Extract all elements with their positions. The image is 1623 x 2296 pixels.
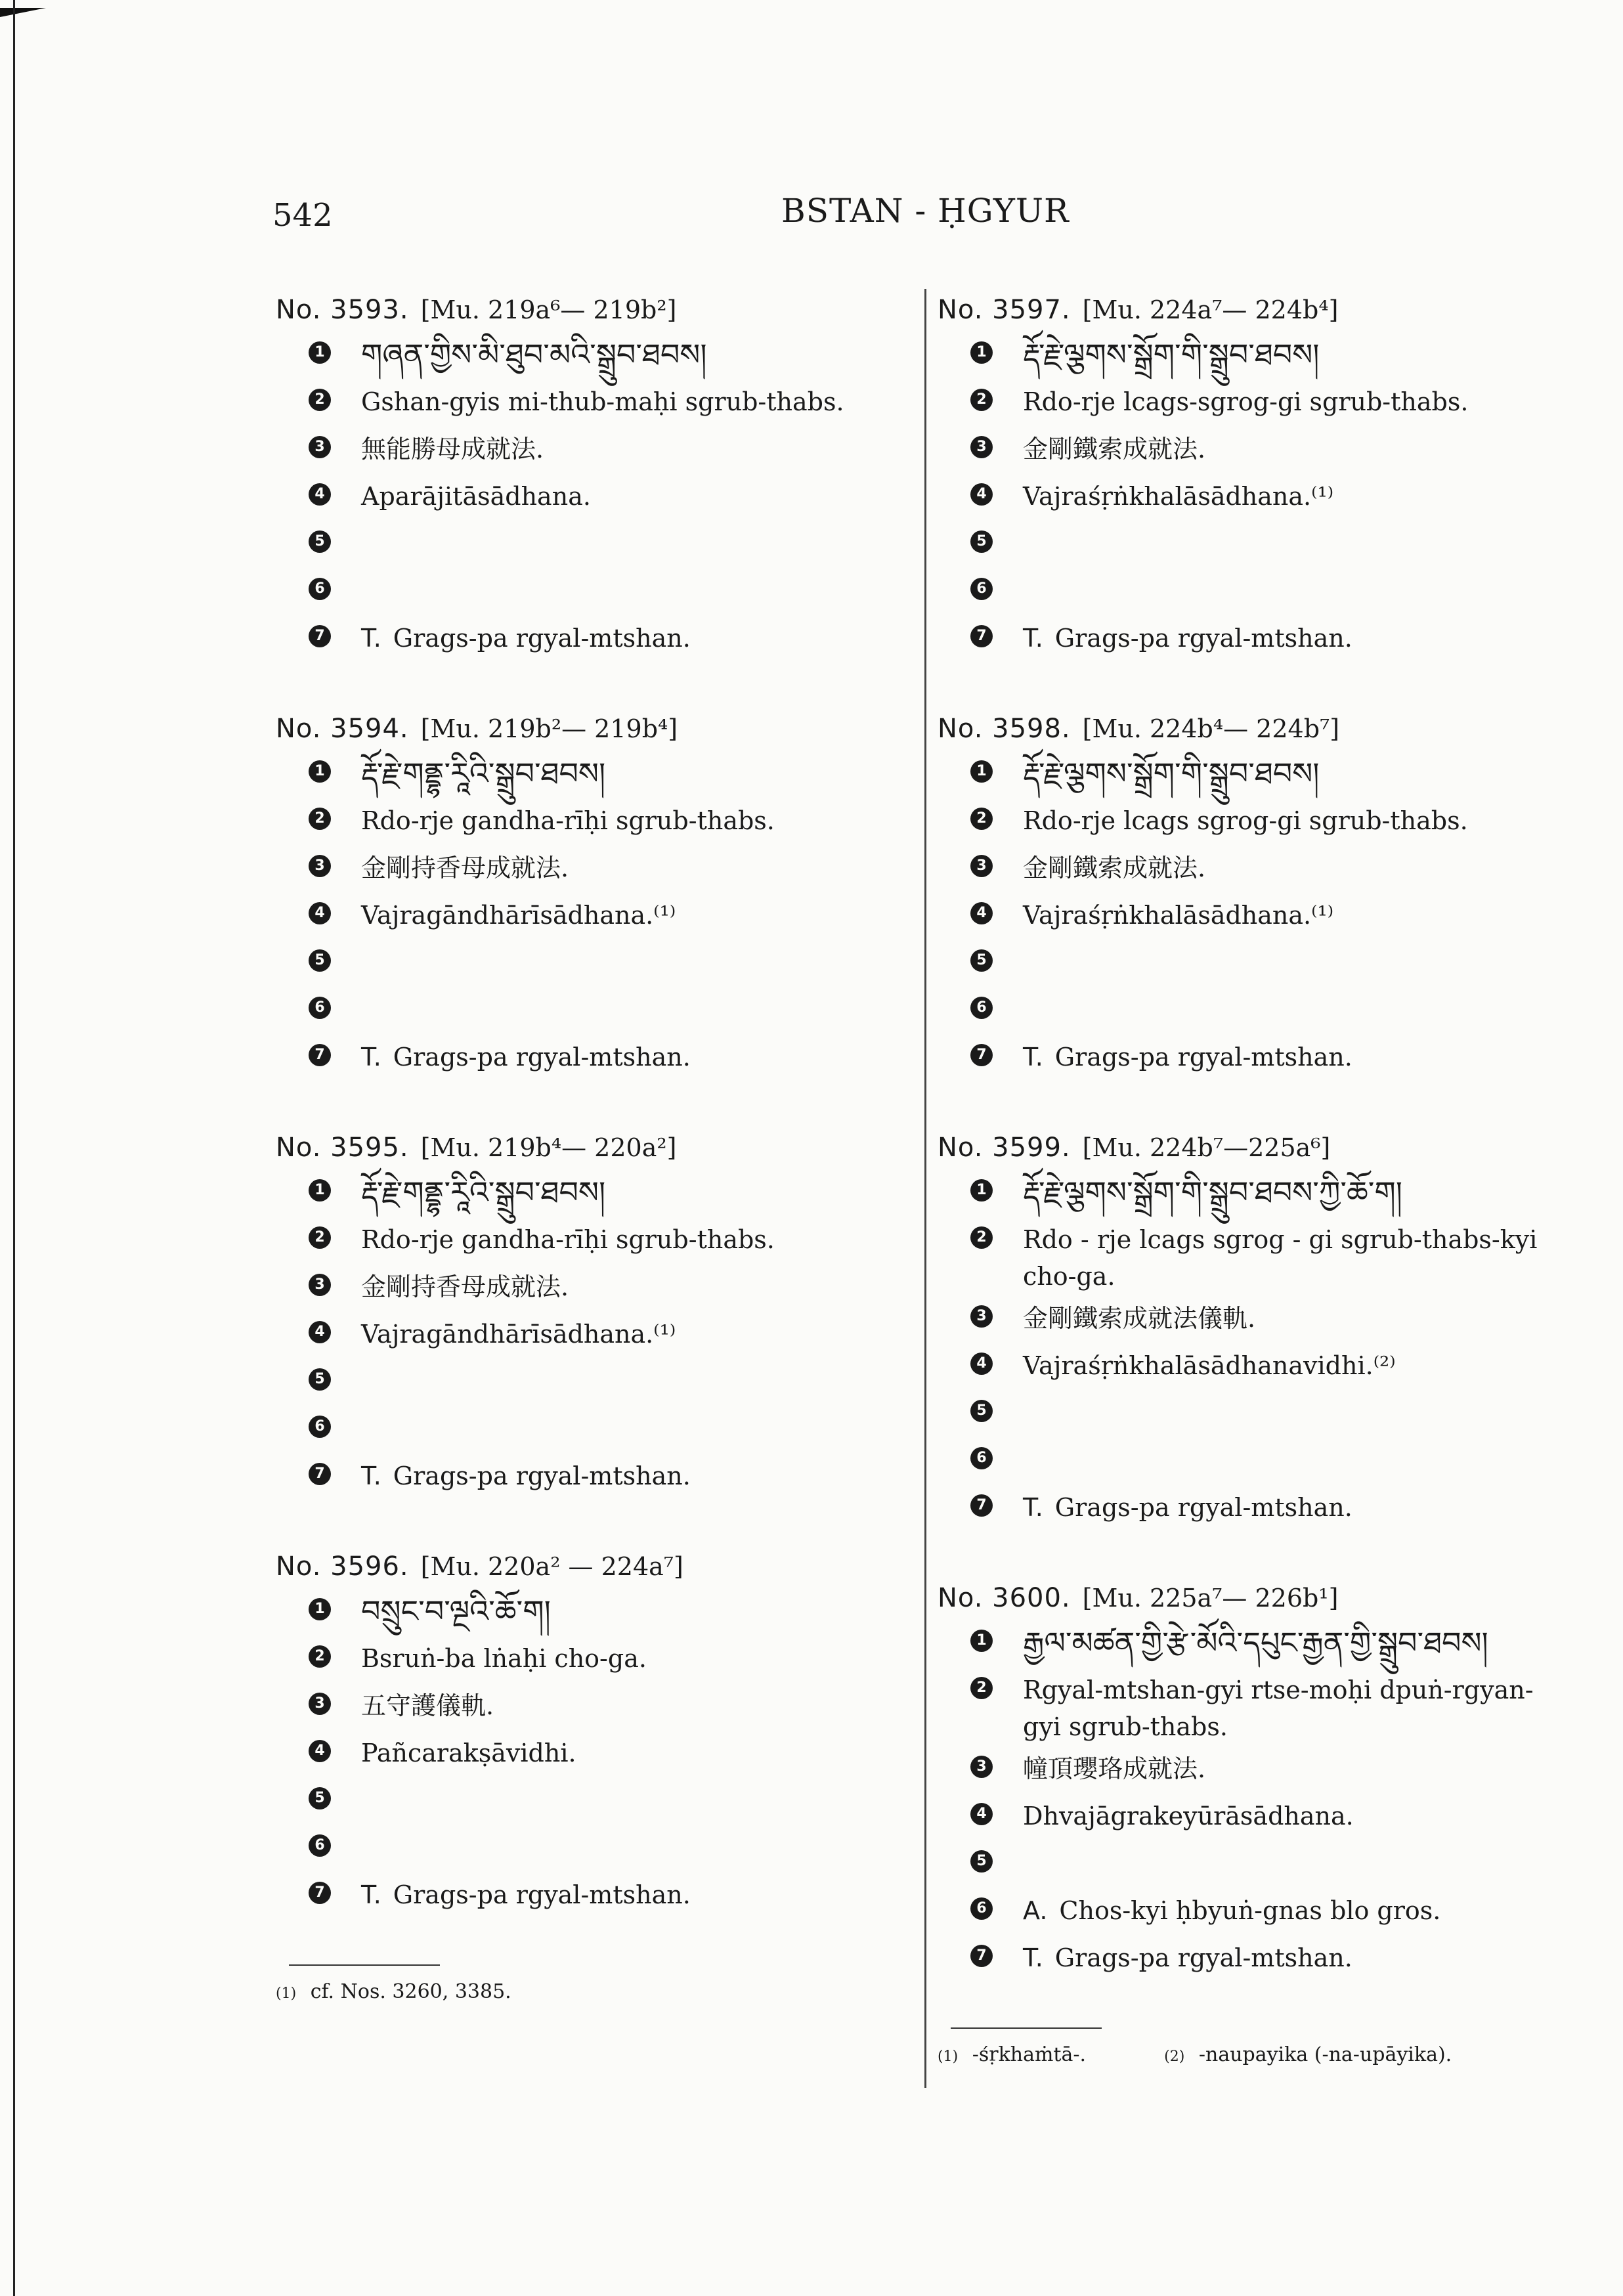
field-number-badge: 2 bbox=[309, 808, 331, 830]
entry-field-row bbox=[276, 1588, 906, 1635]
entry-field-row bbox=[276, 1452, 906, 1500]
entry-field-row bbox=[276, 425, 906, 473]
field-value: Chos-kyi ḥbyuṅ-gnas blo gros. bbox=[1059, 1896, 1441, 1925]
field-number-badge: 5 bbox=[309, 949, 331, 972]
entry-header bbox=[938, 708, 1568, 750]
field-value: Rdo-rje gandha-rīḥi sgrub-thabs. bbox=[361, 806, 775, 835]
field-value: Pañcarakṣāvidhi. bbox=[361, 1739, 576, 1767]
field-value: 金剛持香母成就法. bbox=[361, 1272, 569, 1301]
field-label: T. bbox=[361, 1462, 381, 1490]
entry-field-row bbox=[938, 1342, 1568, 1389]
entry-field-row bbox=[276, 378, 906, 425]
entry-field-row bbox=[938, 1934, 1568, 1982]
field-number-badge: 5 bbox=[970, 1400, 993, 1422]
entry-field-row bbox=[938, 1437, 1568, 1484]
field-number-badge: 6 bbox=[309, 997, 331, 1019]
entry-header bbox=[938, 1127, 1568, 1169]
field-value: Dhvajāgrakeyūrāsādhana. bbox=[1023, 1802, 1354, 1830]
entry-field-row bbox=[276, 1033, 906, 1081]
column-divider bbox=[924, 289, 926, 2088]
entry-field-row bbox=[938, 1216, 1568, 1295]
field-number-badge: 4 bbox=[970, 1353, 993, 1375]
entry-field-row bbox=[276, 750, 906, 797]
entry-field-row bbox=[276, 615, 906, 662]
entry-field-row bbox=[938, 520, 1568, 567]
entry-field-row bbox=[938, 1887, 1568, 1934]
entry-field-row bbox=[276, 939, 906, 986]
entry-field-row bbox=[938, 939, 1568, 986]
entry-field-row bbox=[938, 1792, 1568, 1840]
field-text bbox=[361, 1310, 676, 1353]
entry-field-row bbox=[276, 797, 906, 844]
field-value: Bsruṅ-ba lṅaḥi cho-ga. bbox=[361, 1644, 647, 1673]
field-number-badge: 5 bbox=[309, 1368, 331, 1391]
entry-header bbox=[276, 1546, 906, 1588]
field-number-badge: 7 bbox=[970, 1494, 993, 1517]
field-value: 金剛鐵索成就法. bbox=[1023, 854, 1206, 882]
field-label: T. bbox=[1023, 1943, 1043, 1972]
field-number-badge: 3 bbox=[309, 436, 331, 458]
entry-number: No. 3599. bbox=[938, 1133, 1071, 1163]
field-value: Rdo - rje lcags sgrog - gi sgrub-thabs-kyi cho-ga. bbox=[1023, 1225, 1538, 1291]
entry-field-row bbox=[276, 1871, 906, 1918]
field-number-badge: 3 bbox=[309, 1274, 331, 1296]
field-value: བསྲུང་བ་ལྔའི་ཆོ་ག། bbox=[361, 1593, 551, 1629]
field-text bbox=[361, 1871, 691, 1913]
catalog-entry bbox=[938, 708, 1568, 1081]
footnote-text: cf. Nos. 3260, 3385. bbox=[310, 1980, 511, 2003]
right-column bbox=[938, 289, 1568, 2066]
field-value: རྡོ་རྗེ་གནྡྷ་རཱིའི་སྒྲུབ་ཐབས། bbox=[361, 1175, 606, 1210]
field-number-badge: 5 bbox=[970, 1850, 993, 1873]
entry-header bbox=[276, 708, 906, 750]
field-text bbox=[1023, 1745, 1205, 1787]
field-label: T. bbox=[361, 1880, 381, 1909]
field-value: Vajragāndhārīsādhana.⁽¹⁾ bbox=[361, 901, 676, 930]
entry-field-row bbox=[276, 844, 906, 892]
field-value: 金剛鐵索成就法儀軌. bbox=[1023, 1304, 1256, 1333]
field-text bbox=[1023, 1934, 1352, 1976]
field-text bbox=[1023, 1792, 1354, 1834]
catalog-entry bbox=[276, 1546, 906, 1918]
entry-header bbox=[276, 289, 906, 331]
field-number-badge: 1 bbox=[309, 1598, 331, 1620]
catalog-entry bbox=[276, 1127, 906, 1500]
field-text bbox=[361, 797, 775, 839]
field-value: རྒྱལ་མཚན་གྱི་རྩེ་མོའི་དཔུང་རྒྱན་གྱི་སྒྲུབ་ཐབས། bbox=[1023, 1625, 1488, 1660]
catalog-entry bbox=[276, 708, 906, 1081]
field-value: གཞན་གྱིས་མི་ཐུབ་མའི་སྒྲུབ་ཐབས། bbox=[361, 337, 707, 372]
field-label: T. bbox=[1023, 1493, 1043, 1522]
footnote-mark: (1) bbox=[938, 2048, 959, 2065]
field-number-badge: 6 bbox=[970, 1447, 993, 1469]
entry-field-row bbox=[276, 986, 906, 1033]
field-number-badge: 5 bbox=[309, 531, 331, 553]
field-number-badge: 7 bbox=[970, 1044, 993, 1066]
entry-field-row bbox=[276, 1777, 906, 1824]
field-text bbox=[361, 1263, 569, 1305]
field-text bbox=[1023, 1619, 1488, 1661]
field-text bbox=[361, 473, 591, 515]
left-column bbox=[276, 289, 906, 2003]
field-number-badge: 4 bbox=[970, 1803, 993, 1825]
catalog-entry bbox=[276, 289, 906, 662]
entry-field-row bbox=[276, 1824, 906, 1871]
page-edge-line bbox=[13, 0, 15, 2296]
field-number-badge: 2 bbox=[970, 1677, 993, 1699]
entry-reference: [Mu. 219b²— 219b⁴] bbox=[420, 714, 678, 743]
field-number-badge: 3 bbox=[970, 855, 993, 877]
field-value: Grags-pa rgyal-mtshan. bbox=[393, 1462, 691, 1490]
field-text bbox=[361, 1452, 691, 1494]
field-number-badge: 5 bbox=[970, 949, 993, 972]
entry-field-row bbox=[276, 1310, 906, 1358]
entry-field-row bbox=[938, 892, 1568, 939]
field-text bbox=[361, 1682, 494, 1724]
entry-field-row bbox=[938, 1666, 1568, 1745]
right-footnotes bbox=[938, 2027, 1568, 2066]
field-value: Rdo-rje lcags-sgrog-gi sgrub-thabs. bbox=[1023, 387, 1469, 416]
entry-field-row bbox=[276, 892, 906, 939]
field-number-badge: 2 bbox=[970, 1226, 993, 1249]
field-value: Vajraśṛṅkhalāsādhanavidhi.⁽²⁾ bbox=[1023, 1351, 1396, 1380]
field-value: Rdo-rje gandha-rīḥi sgrub-thabs. bbox=[361, 1225, 775, 1254]
field-value: 五守護儀軌. bbox=[361, 1691, 494, 1720]
field-text bbox=[1023, 1033, 1352, 1075]
field-value: རྡོ་རྗེ་ལྕགས་སྒྲོག་གི་སྒྲུབ་ཐབས་ཀྱི་ཆོ་ག། bbox=[1023, 1175, 1402, 1210]
left-footnote bbox=[276, 1964, 906, 2003]
field-value: Grags-pa rgyal-mtshan. bbox=[1054, 1943, 1352, 1972]
field-number-badge: 3 bbox=[970, 1305, 993, 1328]
field-number-badge: 5 bbox=[309, 1787, 331, 1809]
field-text bbox=[361, 331, 707, 373]
field-text bbox=[1023, 1484, 1352, 1526]
page-number: 542 bbox=[272, 197, 333, 234]
field-text bbox=[1023, 1169, 1402, 1211]
entry-field-row bbox=[938, 615, 1568, 662]
field-text bbox=[361, 1169, 605, 1211]
field-text bbox=[1023, 425, 1205, 467]
field-number-badge: 1 bbox=[309, 760, 331, 783]
entry-field-row bbox=[276, 1358, 906, 1405]
entry-header bbox=[938, 289, 1568, 331]
entry-reference: [Mu. 219a⁶— 219b²] bbox=[420, 295, 677, 324]
field-number-badge: 6 bbox=[970, 997, 993, 1019]
entry-field-row bbox=[938, 750, 1568, 797]
field-number-badge: 7 bbox=[309, 1463, 331, 1485]
field-text bbox=[361, 1729, 576, 1771]
entry-field-row bbox=[938, 567, 1568, 615]
field-number-badge: 7 bbox=[309, 1882, 331, 1904]
entry-field-row bbox=[276, 1405, 906, 1452]
field-number-badge: 1 bbox=[970, 1630, 993, 1652]
field-label: T. bbox=[361, 624, 381, 653]
field-number-badge: 3 bbox=[970, 436, 993, 458]
field-value: རྡོ་རྗེ་ལྕགས་སྒྲོག་གི་སྒྲུབ་ཐབས། bbox=[1023, 756, 1320, 791]
entry-field-row bbox=[938, 844, 1568, 892]
field-value: Vajragāndhārīsādhana.⁽¹⁾ bbox=[361, 1320, 676, 1349]
field-text bbox=[361, 1216, 775, 1258]
entry-field-row bbox=[938, 1295, 1568, 1342]
field-number-badge: 4 bbox=[970, 902, 993, 924]
field-label: T. bbox=[1023, 1043, 1043, 1072]
entry-field-row bbox=[938, 378, 1568, 425]
entry-field-row bbox=[938, 1619, 1568, 1666]
entry-reference: [Mu. 219b⁴— 220a²] bbox=[420, 1133, 677, 1162]
field-number-badge: 1 bbox=[970, 760, 993, 783]
entry-field-row bbox=[938, 1745, 1568, 1792]
field-value: རྡོ་རྗེ་གནྡྷ་རཱིའི་སྒྲུབ་ཐབས། bbox=[361, 756, 606, 791]
field-text bbox=[1023, 1666, 1561, 1745]
field-value: Grags-pa rgyal-mtshan. bbox=[1054, 1493, 1352, 1522]
field-text bbox=[1023, 1295, 1255, 1337]
footnote-text: -naupayika (-na-upāyika). bbox=[1198, 2043, 1452, 2066]
field-text bbox=[1023, 797, 1468, 839]
field-value: 金剛持香母成就法. bbox=[361, 854, 569, 882]
field-number-badge: 7 bbox=[309, 625, 331, 647]
field-number-badge: 2 bbox=[309, 1226, 331, 1249]
footnote-rule bbox=[951, 2027, 1102, 2029]
field-value: Vajraśṛṅkhalāsādhana.⁽¹⁾ bbox=[1023, 482, 1334, 511]
field-label: T. bbox=[361, 1043, 381, 1072]
entry-field-row bbox=[938, 331, 1568, 378]
field-number-badge: 4 bbox=[309, 1740, 331, 1762]
field-text bbox=[1023, 892, 1333, 934]
field-text bbox=[361, 378, 844, 420]
running-title: BSTAN - ḤGYUR bbox=[781, 192, 1070, 230]
entry-header bbox=[276, 1127, 906, 1169]
field-text bbox=[361, 1635, 647, 1677]
field-number-badge: 3 bbox=[309, 1693, 331, 1715]
entry-field-row bbox=[938, 425, 1568, 473]
field-number-badge: 6 bbox=[309, 1834, 331, 1857]
field-text bbox=[361, 1588, 551, 1630]
field-text bbox=[361, 844, 569, 886]
entry-field-row bbox=[276, 1682, 906, 1729]
field-number-badge: 1 bbox=[970, 1179, 993, 1202]
field-number-badge: 6 bbox=[970, 578, 993, 600]
entry-reference: [Mu. 224b⁷—225a⁶] bbox=[1082, 1133, 1331, 1162]
corner-mark bbox=[0, 8, 46, 17]
field-text bbox=[1023, 473, 1333, 515]
catalog-entry bbox=[938, 1127, 1568, 1531]
field-number-badge: 6 bbox=[309, 578, 331, 600]
footnote-mark: (2) bbox=[1164, 2048, 1185, 2065]
entry-field-row bbox=[938, 797, 1568, 844]
entry-field-row bbox=[276, 567, 906, 615]
entry-number: No. 3598. bbox=[938, 714, 1071, 744]
field-text bbox=[1023, 844, 1205, 886]
field-number-badge: 4 bbox=[970, 483, 993, 506]
field-number-badge: 7 bbox=[970, 1945, 993, 1967]
field-number-badge: 7 bbox=[309, 1044, 331, 1066]
entry-field-row bbox=[938, 473, 1568, 520]
entry-field-row bbox=[276, 520, 906, 567]
catalog-entry bbox=[938, 289, 1568, 662]
field-text bbox=[1023, 1887, 1440, 1929]
field-value: རྡོ་རྗེ་ལྕགས་སྒྲོག་གི་སྒྲུབ་ཐབས། bbox=[1023, 337, 1320, 372]
field-value: 幢頂瓔珞成就法. bbox=[1023, 1754, 1206, 1783]
field-text bbox=[1023, 750, 1320, 792]
entry-field-row bbox=[276, 1169, 906, 1216]
field-value: Grags-pa rgyal-mtshan. bbox=[393, 1880, 691, 1909]
left-entries bbox=[276, 289, 906, 1918]
field-value: Grags-pa rgyal-mtshan. bbox=[1054, 624, 1352, 653]
field-number-badge: 1 bbox=[970, 341, 993, 364]
field-value: Rdo-rje lcags sgrog-gi sgrub-thabs. bbox=[1023, 806, 1468, 835]
entry-reference: [Mu. 224a⁷— 224b⁴] bbox=[1082, 295, 1339, 324]
field-number-badge: 4 bbox=[309, 1321, 331, 1343]
field-text bbox=[361, 750, 605, 792]
field-value: Rgyal-mtshan-gyi rtse-moḥi dpuṅ-rgyan-gyi sgrub-thabs. bbox=[1023, 1676, 1534, 1741]
entry-header bbox=[938, 1577, 1568, 1619]
field-number-badge: 1 bbox=[309, 1179, 331, 1202]
field-text bbox=[1023, 331, 1320, 373]
entry-field-row bbox=[276, 331, 906, 378]
field-text bbox=[361, 1033, 691, 1075]
footnote-text: -śṛkhaṁtā-. bbox=[972, 2043, 1087, 2066]
entry-field-row bbox=[938, 1169, 1568, 1216]
entry-number: No. 3596. bbox=[276, 1551, 409, 1582]
field-number-badge: 7 bbox=[970, 625, 993, 647]
catalog-entry bbox=[938, 1577, 1568, 1982]
field-number-badge: 3 bbox=[309, 855, 331, 877]
entry-reference: [Mu. 220a² — 224a⁷] bbox=[420, 1552, 683, 1581]
entry-field-row bbox=[276, 1635, 906, 1682]
field-text bbox=[1023, 1216, 1561, 1295]
field-text bbox=[361, 892, 676, 934]
field-number-badge: 2 bbox=[309, 389, 331, 411]
entry-field-row bbox=[938, 1484, 1568, 1531]
entry-reference: [Mu. 224b⁴— 224b⁷] bbox=[1082, 714, 1340, 743]
field-value: Grags-pa rgyal-mtshan. bbox=[393, 624, 691, 653]
field-value: Vajraśṛṅkhalāsādhana.⁽¹⁾ bbox=[1023, 901, 1334, 930]
field-text bbox=[1023, 378, 1468, 420]
entry-number: No. 3594. bbox=[276, 714, 409, 744]
field-value: 金剛鐵索成就法. bbox=[1023, 435, 1206, 464]
entry-field-row bbox=[938, 1840, 1568, 1887]
field-number-badge: 4 bbox=[309, 483, 331, 506]
right-entries bbox=[938, 289, 1568, 1982]
entry-field-row bbox=[276, 1729, 906, 1777]
field-text bbox=[1023, 615, 1352, 657]
entry-field-row bbox=[938, 986, 1568, 1033]
entry-field-row bbox=[938, 1033, 1568, 1081]
field-number-badge: 4 bbox=[309, 902, 331, 924]
entry-number: No. 3595. bbox=[276, 1133, 409, 1163]
field-text bbox=[361, 615, 691, 657]
field-text bbox=[361, 425, 544, 467]
field-number-badge: 6 bbox=[309, 1416, 331, 1438]
field-number-badge: 2 bbox=[309, 1645, 331, 1668]
footnote-rule bbox=[289, 1964, 440, 1966]
entry-field-row bbox=[276, 473, 906, 520]
field-value: Grags-pa rgyal-mtshan. bbox=[393, 1043, 691, 1072]
field-value: Grags-pa rgyal-mtshan. bbox=[1054, 1043, 1352, 1072]
field-number-badge: 1 bbox=[309, 341, 331, 364]
entry-field-row bbox=[276, 1263, 906, 1310]
entry-reference: [Mu. 225a⁷— 226b¹] bbox=[1082, 1584, 1339, 1613]
entry-field-row bbox=[276, 1216, 906, 1263]
field-number-badge: 3 bbox=[970, 1756, 993, 1778]
field-value: Gshan-gyis mi-thub-maḥi sgrub-thabs. bbox=[361, 387, 844, 416]
field-number-badge: 5 bbox=[970, 531, 993, 553]
field-number-badge: 2 bbox=[970, 389, 993, 411]
entry-number: No. 3597. bbox=[938, 295, 1071, 325]
entry-number: No. 3593. bbox=[276, 295, 409, 325]
field-number-badge: 2 bbox=[970, 808, 993, 830]
field-label: T. bbox=[1023, 624, 1043, 653]
field-value: Aparājitāsādhana. bbox=[361, 482, 591, 511]
entry-field-row bbox=[938, 1389, 1568, 1437]
field-label: A. bbox=[1023, 1896, 1048, 1925]
field-number-badge: 6 bbox=[970, 1897, 993, 1920]
footnote-mark: (1) bbox=[276, 1985, 297, 2002]
field-text bbox=[1023, 1342, 1396, 1384]
entry-number: No. 3600. bbox=[938, 1583, 1071, 1613]
field-value: 無能勝母成就法. bbox=[361, 435, 544, 464]
